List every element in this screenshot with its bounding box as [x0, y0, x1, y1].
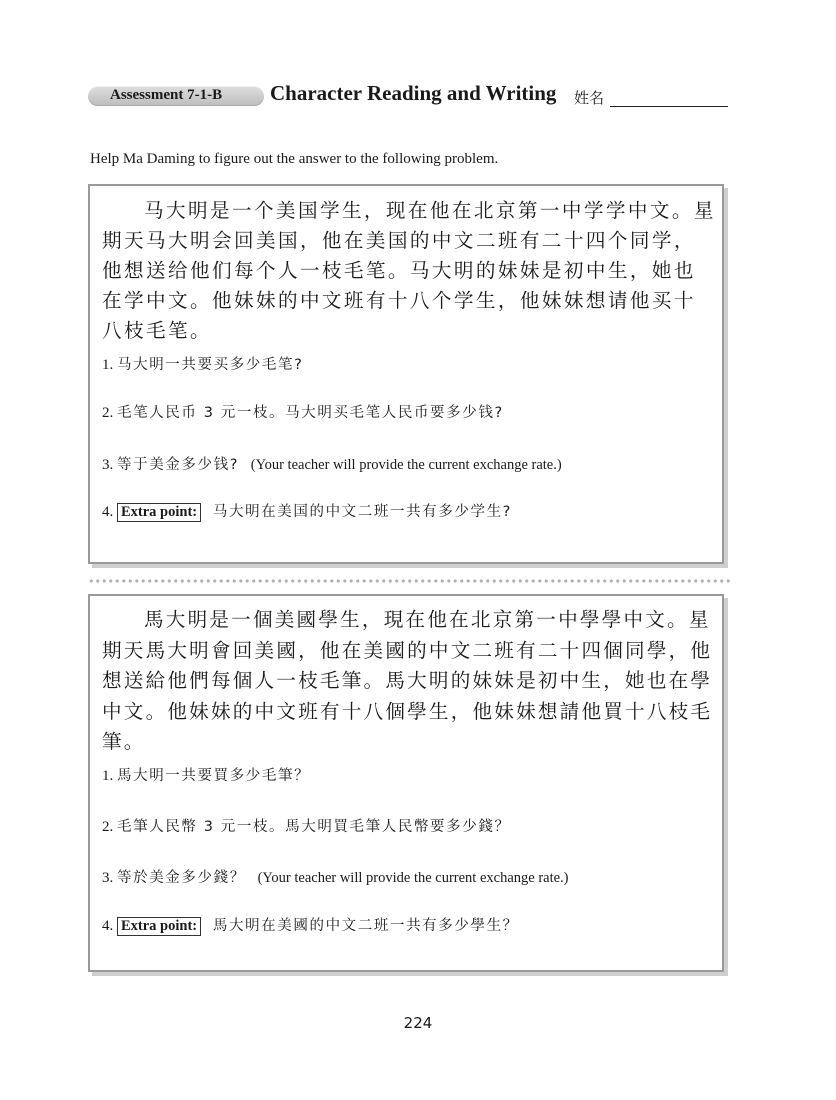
question-text: 马大明在美国的中文二班一共有多少学生? [212, 504, 512, 520]
simplified-question-4 [102, 500, 512, 522]
name-label: 姓名 [574, 89, 605, 107]
simplified-question-2 [102, 401, 504, 422]
traditional-question-4 [102, 914, 519, 936]
instructions: Help Ma Daming to figure out the answer to the following problem. [90, 151, 499, 167]
question-note: (Your teacher will provide the current exchange rate.) [250, 457, 562, 473]
simplified-passage: 马大明是一个美国学生，现在他在北京第一中学学中文。星期天马大明会回美国，他在美国的中文二班有二十四个同学，他想送给他们每个人一枝毛笔。马大明的妹妹是初中生，她也在学中文。他妹妹的中文班有十八个学生，他妹妹想请他买十八枝毛笔。 [102, 199, 716, 342]
question-number: 4. [102, 504, 114, 520]
page-number: 224 [403, 1014, 433, 1032]
question-text: 毛笔人民币 3 元一枝。马大明买毛笔人民币要多少钱? [117, 405, 504, 421]
question-text: 马大明一共要买多少毛笔? [117, 357, 304, 373]
question-number: 1. [102, 768, 114, 784]
assessment-label: Assessment 7-1-B [110, 87, 223, 103]
question-number: 4. [102, 918, 114, 934]
question-number: 2. [102, 405, 114, 421]
traditional-question-3 [102, 866, 569, 887]
question-text: 等於美金多少錢？ [117, 870, 246, 886]
question-number: 2. [102, 819, 114, 835]
simplified-question-3 [102, 453, 562, 474]
worksheet-header [88, 80, 736, 110]
question-text: 等于美金多少钱? [117, 457, 239, 473]
worksheet-title: Character Reading and Writing [270, 81, 557, 105]
question-text: 馬大明一共要買多少毛筆？ [117, 768, 311, 784]
assessment-badge [88, 86, 264, 106]
question-number: 1. [102, 357, 114, 373]
traditional-question-2 [102, 815, 511, 836]
name-blank-line [610, 106, 728, 107]
traditional-question-1 [102, 764, 310, 785]
traditional-section [88, 594, 724, 972]
traditional-passage: 馬大明是一個美國學生，現在他在北京第一中學學中文。星期天馬大明會回美國，他在美國的中文二班有二十四個同學，他想送給他們每個人一枝毛筆。馬大明的妹妹是初中生，她也在學中文。他妹妹的中文班有十八個學生，他妹妹想請他買十八枝毛筆。 [102, 608, 713, 753]
question-number: 3. [102, 457, 114, 473]
simplified-question-1 [102, 353, 303, 374]
simplified-section [88, 184, 724, 564]
question-note: (Your teacher will provide the current exchange rate.) [257, 870, 569, 886]
question-number: 3. [102, 870, 114, 886]
extra-point-badge: Extra point: [117, 917, 201, 936]
question-text: 馬大明在美國的中文二班一共有多少學生？ [212, 918, 519, 934]
question-text: 毛筆人民幣 3 元一枝。馬大明買毛筆人民幣要多少錢？ [117, 819, 511, 835]
dotted-divider [88, 579, 732, 583]
extra-point-badge: Extra point: [117, 503, 201, 522]
